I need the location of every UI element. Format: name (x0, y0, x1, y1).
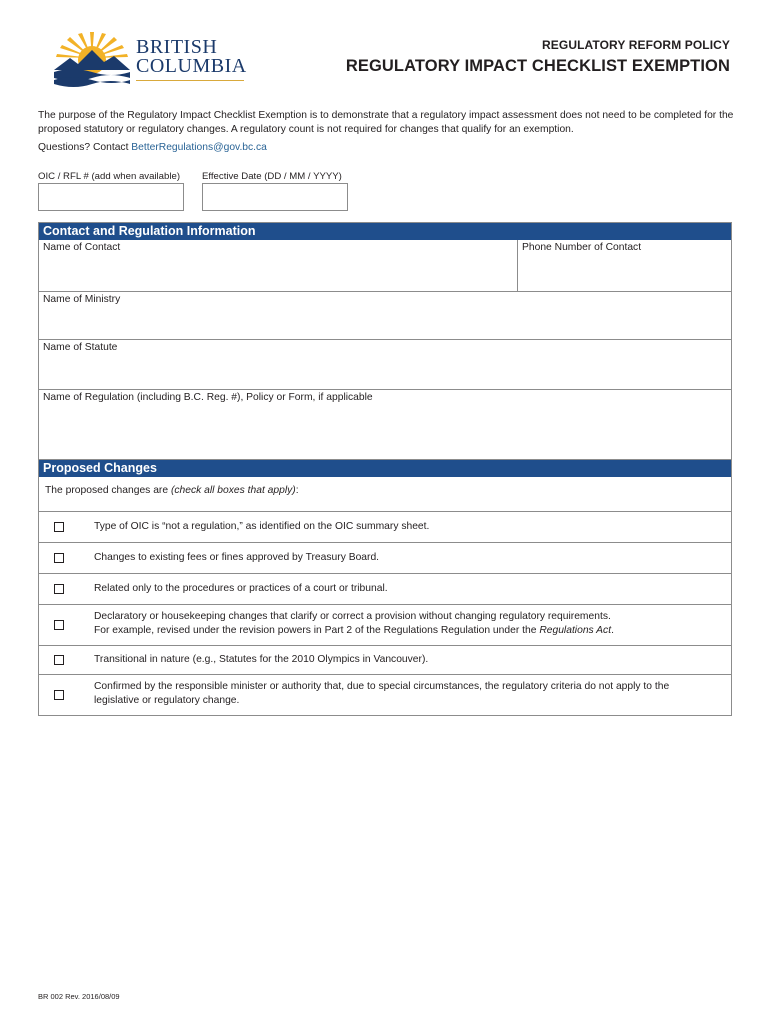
checkbox-special-circumstances[interactable] (54, 690, 64, 700)
questions-prefix: Questions? Contact (38, 142, 132, 153)
effective-date-label: Effective Date (DD / MM / YYYY) (202, 171, 342, 182)
checklist-item-text: Changes to existing fees or fines approved by Treasury Board. (94, 552, 380, 563)
bc-logo (52, 28, 252, 88)
regulation-label: Name of Regulation (including B.C. Reg. #), Policy or Form, if applicable (43, 392, 373, 403)
proposed-changes-section (38, 459, 732, 716)
regulation-field[interactable] (39, 389, 731, 460)
checklist-item-text: Transitional in nature (e.g., Statutes for the 2010 Olympics in Vancouver). (94, 654, 429, 665)
contact-phone-label: Phone Number of Contact (522, 242, 642, 253)
checklist-item (39, 511, 731, 542)
checklist-item (39, 573, 731, 604)
changes-instructions-prefix: The proposed changes are (45, 485, 171, 496)
checklist-item-text (94, 610, 714, 638)
housekeeping-line-1: Declaratory or housekeeping changes that clarify or correct a provision without changing regulatory requirements. (94, 611, 611, 622)
changes-section-title: Proposed Changes (39, 460, 731, 477)
statute-label: Name of Statute (43, 342, 118, 353)
ministry-label: Name of Ministry (43, 294, 121, 305)
contact-divider (517, 240, 518, 291)
checkbox-transitional[interactable] (54, 655, 64, 665)
checklist-item (39, 604, 731, 645)
checkbox-not-a-regulation[interactable] (54, 522, 64, 532)
oic-rfl-input[interactable] (38, 183, 184, 211)
checklist-item (39, 674, 731, 715)
housekeeping-line-2-suffix: . (611, 625, 614, 636)
checklist-item (39, 542, 731, 573)
checkbox-court-tribunal[interactable] (54, 584, 64, 594)
effective-date-input[interactable] (202, 183, 348, 211)
contact-email-link[interactable]: BetterRegulations@gov.bc.ca (131, 142, 267, 153)
contact-regulation-section (38, 222, 732, 461)
changes-instructions-suffix: : (295, 485, 299, 496)
logo-line-british: BRITISH (136, 36, 218, 58)
logo-rule (136, 80, 244, 81)
logo-line-columbia: COLUMBIA (136, 55, 247, 77)
questions-line (38, 142, 267, 153)
checklist-item (39, 645, 731, 674)
changes-instructions (39, 477, 731, 511)
contact-name-label: Name of Contact (43, 242, 121, 253)
contact-section-title: Contact and Regulation Information (39, 223, 731, 240)
form-revision-footer: BR 002 Rev. 2016/08/09 (38, 992, 120, 1001)
contact-row (39, 240, 731, 291)
intro-paragraph: The purpose of the Regulatory Impact Checklist Exemption is to demonstrate that a regulatory impact assessment does not need to be completed for the proposed statutory or regulatory changes. A regulatory count is not required for changes that qualify for an exemption. (38, 110, 734, 135)
page-title: REGULATORY IMPACT CHECKLIST EXEMPTION (345, 57, 730, 75)
bc-sun-mountain-icon (52, 28, 132, 88)
checklist-item-text: Confirmed by the responsible minister or authority that, due to special circumstances, the regulatory criteria do not apply to the legislative or regulatory change. (94, 681, 670, 706)
statute-field[interactable] (39, 339, 731, 389)
checklist-item-text: Type of OIC is “not a regulation,” as identified on the OIC summary sheet. (94, 521, 430, 532)
checklist-item-text: Related only to the procedures or practices of a court or tribunal. (94, 583, 388, 594)
housekeeping-line-2: For example, revised under the revision powers in Part 2 of the Regulations Regulation under the (94, 625, 540, 636)
policy-heading: REGULATORY REFORM POLICY (542, 38, 730, 52)
changes-instructions-emphasis: (check all boxes that apply) (170, 485, 296, 496)
logo-wordmark (136, 38, 247, 76)
oic-rfl-label: OIC / RFL # (add when available) (38, 171, 181, 182)
checkbox-housekeeping[interactable] (54, 620, 64, 630)
ministry-field[interactable] (39, 291, 731, 339)
checkbox-fees-fines[interactable] (54, 553, 64, 563)
regulations-act-emphasis: Regulations Act (539, 625, 612, 636)
